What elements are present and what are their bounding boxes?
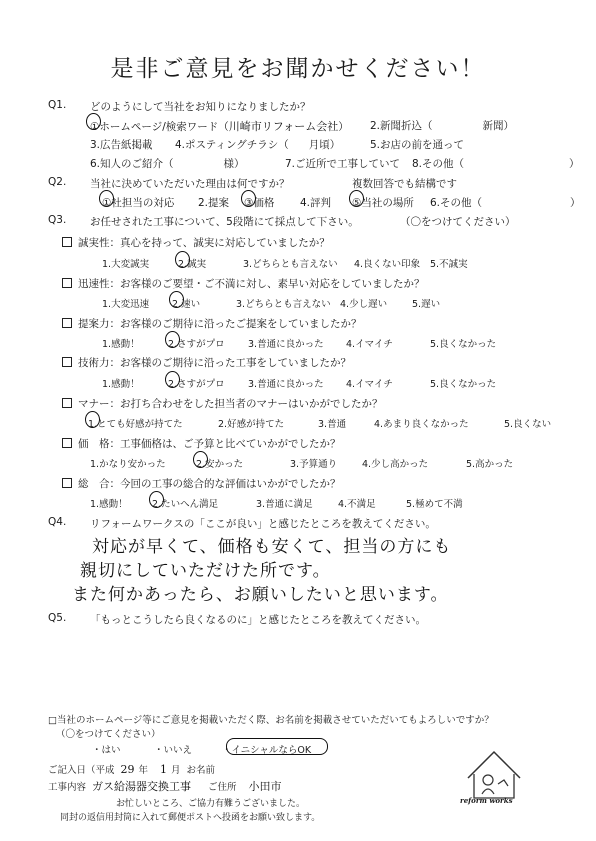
q4-answer-line-2: 親切にしていただけた所です。	[80, 561, 331, 581]
q3-honesty-option-5: 5.不誠実	[430, 259, 468, 270]
selected-circle-mark	[193, 451, 208, 468]
checkbox-icon	[62, 318, 72, 328]
q1-label: Q1.	[48, 99, 67, 111]
q3-item-speed: 迅速性：お客様のご要望・ご不満に対し、素早い対応をしていましたか？	[62, 276, 425, 291]
q1-option-5: 5.お店の前を通って	[370, 139, 465, 151]
q3-proposal-option-3: 3.普通に良かった	[248, 339, 324, 350]
q4-label: Q4.	[48, 516, 67, 528]
q3-price-option-3: 3.予算通り	[290, 459, 338, 470]
q3-skill-option-1: 1.感動！	[102, 379, 140, 390]
q1-option-6: 6.知人のご紹介（ 様）	[90, 158, 245, 170]
q3-honesty-option-3: 3.どちらとも言えない	[243, 259, 338, 270]
q1-option-1: ①ホームページ/検索ワード（川崎市リフォーム会社）	[90, 120, 349, 133]
q1-option-3: 3.広告紙掲載	[90, 139, 153, 151]
q2-option-3: ③価格	[244, 197, 275, 209]
selected-circle-mark	[86, 113, 101, 130]
q3-price-option-4: 4.少し高かった	[362, 459, 429, 470]
q3-skill-option-5: 5.良くなかった	[430, 379, 497, 390]
selected-circle-mark	[175, 251, 190, 268]
selected-circle-mark	[349, 190, 364, 207]
q3-proposal-option-4: 4.イマイチ	[346, 339, 393, 350]
selected-circle-mark	[99, 190, 114, 207]
q3-item-proposal: 提案力：お客様のご期待に沿ったご提案をしていましたか？	[62, 316, 362, 331]
q3-speed-option-4: 4.少し遅い	[340, 299, 388, 310]
q2-note: 複数回答でも結構です	[352, 178, 457, 190]
selected-circle-mark	[165, 331, 180, 348]
q3-honesty-option-2: 2.誠実	[178, 259, 207, 270]
checkbox-icon	[62, 357, 72, 367]
checkbox-icon	[62, 438, 72, 448]
selected-circle-mark	[85, 411, 100, 428]
q3-question: お任せされた工事について、5段階にて採点して下さい。	[90, 216, 359, 228]
q5-question: 「もっとこうしたら良くなるのに」と感じたところを教えてください。	[90, 614, 426, 626]
q3-price-option-5: 5.高かった	[466, 459, 514, 470]
q3-overall-option-1: 1.感動！	[90, 499, 128, 510]
checkbox-icon	[62, 478, 72, 488]
q3-overall-option-2: 2.たいへん満足	[152, 499, 219, 510]
q3-honesty-option-4: 4.良くない印象	[354, 259, 421, 270]
q2-option-6: 6.その他（ ）	[430, 197, 581, 209]
q1-option-1-handwritten: 川崎市リフォーム会社	[228, 120, 339, 133]
q1-option-4: 4.ポスティングチラシ（ 月頃）	[175, 139, 341, 151]
consent-initial-ok: ・イニシャルならOK	[222, 745, 312, 756]
selected-circle-mark	[149, 491, 164, 508]
q3-item-manners: マナー：お打ち合わせをした担当者のマナーはいかがでしたか？	[62, 396, 383, 411]
q3-skill-option-4: 4.イマイチ	[346, 379, 393, 390]
q1-option-7: 7.ご近所で工事していて	[285, 158, 401, 170]
q2-label: Q2.	[48, 176, 67, 188]
q2-option-5: ⑤当社の場所	[352, 197, 414, 209]
checkbox-icon	[62, 278, 72, 288]
q3-speed-option-5: 5.遅い	[412, 299, 441, 310]
selected-circle-mark	[226, 738, 328, 755]
q1-option-2: 2.新聞折込（ 新聞）	[370, 120, 515, 132]
logo-text: reform works	[460, 796, 513, 805]
q3-overall-option-3: 3.普通に満足	[256, 499, 313, 510]
q3-item-honesty: 誠実性：真心を持って、誠実に対応していましたか？	[62, 235, 330, 250]
q3-honesty-option-1: 1.大変誠実	[102, 259, 150, 270]
q3-speed-option-3: 3.どちらとも言えない	[236, 299, 331, 310]
company-logo	[458, 740, 530, 812]
date-field: ご記入日（平成 29 年 1 月 お名前	[48, 763, 216, 776]
consent-note: （〇をつけてください）	[56, 729, 161, 740]
q3-manners-option-2: 2.好感が持てた	[218, 419, 285, 430]
q3-overall-option-4: 4.不満足	[338, 499, 376, 510]
return-note: 同封の返信用封筒に入れて郵便ポストへ投函をお願い致します。	[60, 813, 321, 823]
q3-manners-option-3: 3.普通	[318, 419, 347, 430]
q3-proposal-option-2: 2.さすがプロ	[168, 339, 225, 350]
selected-circle-mark	[241, 190, 256, 207]
q2-option-2: 2.提案	[198, 197, 230, 209]
q3-item-price: 価 格：工事価格は、ご予算と比べていかがでしたか？	[62, 436, 341, 451]
q1-question: どのようにして当社をお知りになりましたか？	[90, 101, 311, 113]
q4-answer-line-3: また何かあったら、お願いしたいと思います。	[72, 585, 449, 605]
q3-manners-option-4: 4.あまり良くなかった	[374, 419, 469, 430]
q3-overall-option-5: 5.極めて不満	[406, 499, 463, 510]
q3-skill-option-3: 3.普通に良かった	[248, 379, 324, 390]
q3-label: Q3.	[48, 214, 67, 226]
q1-option-8: 8.その他（ ）	[412, 158, 580, 170]
selected-circle-mark	[165, 371, 180, 388]
q3-speed-option-1: 1.大変迅速	[102, 299, 150, 310]
consent-yes: ・はい	[92, 745, 121, 756]
consent-question: □当社のホームページ等にご意見を掲載いただく際、お名前を掲載させていただいてもよろしいですか？	[48, 715, 494, 726]
checkbox-icon	[62, 237, 72, 247]
q3-note: （〇をつけてください）	[400, 216, 516, 228]
page-title: 是非ご意見をお聞かせください！	[110, 56, 486, 82]
q3-item-overall: 総 合：今回の工事の総合的な評価はいかがでしたか？	[62, 476, 341, 491]
q3-proposal-option-5: 5.良くなかった	[430, 339, 497, 350]
q2-option-4: 4.評判	[300, 197, 332, 209]
q3-price-option-1: 1.かなり安かった	[90, 459, 166, 470]
q2-question: 当社に決めていただいた理由は何ですか？	[90, 178, 290, 190]
q4-question: リフォームワークスの「ここが良い」と感じたところを教えてください。	[90, 518, 436, 530]
q3-item-skill: 技術力：お客様のご期待に沿った工事をしていましたか？	[62, 355, 351, 370]
work-field: 工事内容 ガス給湯器交換工事	[48, 780, 192, 793]
selected-circle-mark	[169, 291, 184, 308]
q3-proposal-option-1: 1.感動！	[102, 339, 140, 350]
address-field: ご住所 小田市	[208, 780, 282, 793]
checkbox-icon	[62, 398, 72, 408]
q3-price-option-2: 2.安かった	[196, 459, 244, 470]
consent-no: ・いいえ	[154, 745, 193, 756]
thanks-note: お忙しいところ、ご協力有難うございました。	[116, 799, 306, 809]
q3-manners-option-1: 1.とても好感が持てた	[88, 419, 183, 430]
q4-answer-line-1: 対応が早くて、価格も安くて、担当の方にも	[92, 537, 452, 557]
q5-label: Q5.	[48, 612, 67, 624]
q3-speed-option-2: 2.速い	[172, 299, 201, 310]
q3-skill-option-2: 2.さすがプロ	[168, 379, 225, 390]
q3-manners-option-5: 5.良くない	[504, 419, 552, 430]
q2-option-1: ①社担当の対応	[102, 197, 175, 209]
